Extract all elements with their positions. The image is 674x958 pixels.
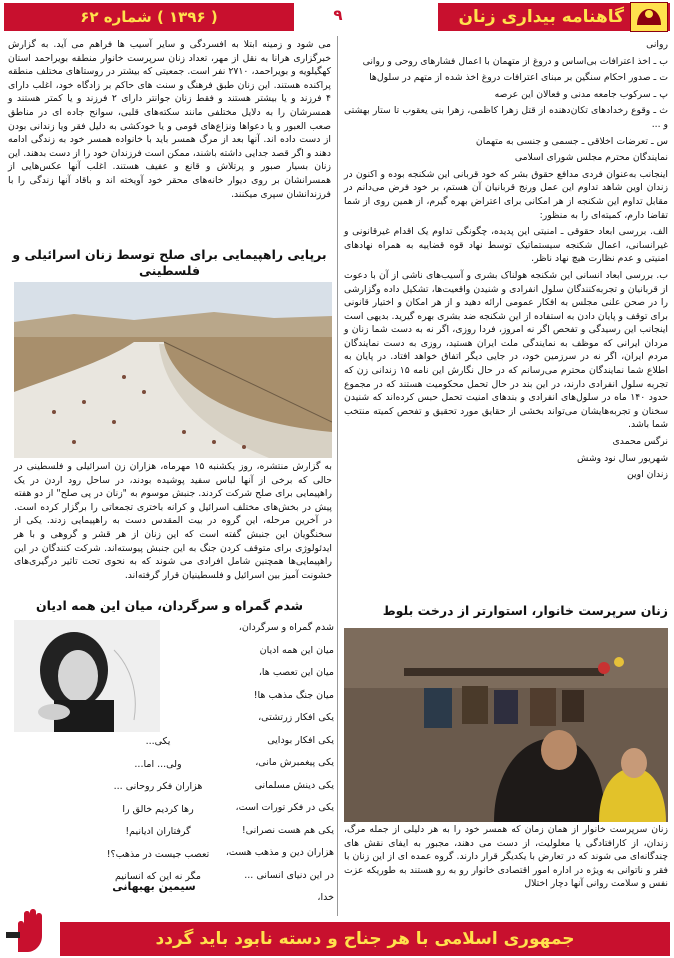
letter-column xyxy=(344,38,668,485)
poem-line: میان این همه ادیان xyxy=(259,644,334,656)
march-article-text: به گزارش منتشره، روز یکشنبه ۱۵ مهرماه، هزاران زن اسرائیلی و فلسطینی در حالی که برخی از آنها لباس سفید پوشیده بودند، در ساحل رود اردن در یک راهپیمایی برای صلح شرکت کردند. جنبش موسوم به "زنان در پی صلح" از دو هفته پیش در بخش‌های مختلف اسرائیل و کرانه باختری تجمعاتی را برگزار کرده است. در آخرین مرحله، این گروه در بیت المقدس دست به راهپیمایی زدند. یکی از سخنگویان این جنبش گفته است که این زنان از هر قشر و گروهی و با هر ایدئولوژی برای متوقف کردن جنگ به این جنبش پیوسته‌اند. شرکت کنندگان در این راهپیمایی‌ها همچنین شامل افرادی می شوند که به نحوی تحت تاثیر درگیری‌های خشونت آمیز بین اسرائیل و فلسطینیان قرار گرفته‌اند. xyxy=(14,461,332,581)
letter-paragraph: روانی xyxy=(646,39,668,50)
letter-paragraph: س ـ تعرضات اخلاقی ـ جسمی و جنسی به متهمان xyxy=(475,135,668,147)
poem-line: تعصب جیست در مذهب؟! xyxy=(106,848,210,860)
poem-line: یکی پیغمبرش مانی، xyxy=(255,757,334,768)
poem-line: میان جنگ مذهب ها! xyxy=(253,689,334,701)
poem-line: یکی افکار بودایی xyxy=(267,734,334,746)
poem-line: شدم گمراه و سرگردان، xyxy=(238,622,334,633)
letter-place: زندان اوین xyxy=(626,469,668,481)
poem-headline: شدم گمراه و سرگردان، میان این همه ادیان xyxy=(35,598,304,613)
letter-paragraph: ث ـ وقوع رخدادهای تکان‌دهنده از قتل زهرا کاظمی، زهرا بنی یعقوب تا ستار بهشتی و ... xyxy=(344,105,668,130)
letter-paragraph: اینجانب به‌عنوان فردی مدافع حقوق بشر که خود قربانی این شکنجه بوده و اکنون در زندان اوین شاهد تداوم این عمل ورنج قربانیان آن هستم، بر خود فرض می‌دانم در مقابل تداوم این شکنجه از هر امکانی برای اعتراض بهره گیرم، از همین روی از شما تقاضا دارم، کمیته‌ای را به منظور: xyxy=(344,168,668,221)
footer-slogan-banner: جمهوری اسلامی با هر جناح و دسته نابود باید گردد xyxy=(60,922,670,956)
poem-line: یکی در فکر تورات است، xyxy=(235,802,334,813)
poem-line: در این دنیای انسانی ... xyxy=(244,869,334,881)
women-headline: زنان سرپرست خانوار، استوارتر از درخت بلوط xyxy=(382,603,668,618)
poem-lines-middle xyxy=(96,731,220,889)
poem-line: یکی دینش مسلمانی xyxy=(254,779,334,791)
stop-hand-icon xyxy=(4,902,56,954)
column-divider xyxy=(337,36,338,916)
letter-paragraph: پ ـ سرکوب جامعه مدنی و فعالان این عرصه xyxy=(494,88,668,100)
poem-line: خدا، xyxy=(317,892,334,903)
march-photo xyxy=(14,282,332,458)
poem-lines-right xyxy=(222,617,334,910)
poem-line: گرفتاران ادیانیم! xyxy=(125,826,191,837)
article-continuation: می شود و زمینه ابتلا به افسردگی و سایر آسیب ها فراهم می آید. به گزارش خبرگزاری هرانا به نقل از مهر، تعداد زنان سرپرست خانوار منطقه بویراحمد استان کهگیلویه و بویراحمد، ۲۷۱۰ نفر است. جمعیتی که بیشتر در روستاهای مختلف منطقه پراکنده هستند. این زنان طبق فرهنگ و سنت های حاکم بر زادگاه خود، اغلب دارای ۴ فرزند و یا بیشتر هستند و فقط زنان جوانتر دارای ۲ فرزند و یا کمتر هستند و همسرشان را به دلایل مختلفی مانند سکته‌های قلبی، سوانح جاده ای در مناطق صعب العبور و یا دعواها ونزاع‌های قومی و یا خودکشی به دلیل فقر ویا زندانی بودن از دست داده اند. آنها بعد از مرگ همسر باید با خانواده همسر خود به زندگی ادامه دهند و اگر قصد جدایی داشته باشند، ممکن است فرزندان خود را از دست بدهند. این زنان بسیار صبور و پرتلاش و قانع و عفیف هستند. اغلب آنها عکس‌هایی از همسرانشان بر روی دیوار خانه‌های محقر خود آویخته اند و باقاد آنها زندگی را با فرزندانشان سپری میکنند. xyxy=(8,39,331,200)
poem-author: سیمین بهبهانی xyxy=(112,880,196,893)
issue-number: ( ۱۳۹۶ ) شماره ۶۲ xyxy=(4,3,294,31)
women-photo xyxy=(344,628,668,822)
letter-paragraph: الف. بررسی ابعاد حقوقی ـ امنیتی این پدیده، چگونگی تداوم یک اقدام غیرقانونی و غیرانسانی، اعمال شکنجه سیستماتیک توسط نهاد قوه قضاییه به همراه نهادهای امنیتی و عدم نظارت هیچ نهاد ناظر. xyxy=(344,226,668,265)
letter-paragraph: ب. بررسی ابعاد انسانی این شکنجه هولناک بشری و آسیب‌های ناشی از آن با دعوت از قربانیان و تجربه‌کنندگان سلول انفرادی و شنیدن واقعیت‌ها، تشکیل داده وگزارشی را در صحن علنی مجلس به افکار عمومی ارائه دهید و از هر امکان و اختیار قانونی برای توقف و پایان دادن به استفاده از این شکنجه ضد بشری بهره گیرید. بدیهی است اینجانب این رسیدگی و تفحص اگر نه امروز، فردا روزی، اگر نه به دست شما زنان و مردان ایرانی که موظف به نمایندگی ملت ایران هستید، روزی به دست نمایندگان مردم ایران، اگر نه در سرزمین خود، در جایی دیگر اتفاق خواهد افتاد. در پایان به اطلاع شما نمایندگان محترم می‌رسانم که در حال نگارش این نامه ۱۵ زندانی زن که تجربه سلول انفرادی دارند، در این بند در حال تحمل محکومیت هستند که در مجموع حدود ۱۴۰ ماه در سلول‌های انفرادی و بندهای امنیت تحمل حبس کرده‌اند که شنیدن سخنان و تجربه‌هایشان می‌تواند بخشی از حقایق مورد تحقیق و تفحص کمیته منتخب شما باشد. xyxy=(344,269,668,431)
letter-date: شهریور سال نود وشش xyxy=(577,452,668,464)
poem-line: میان این تعصب ها، xyxy=(258,667,334,678)
poem-line: یکی هم هست نصرانی! xyxy=(241,824,334,836)
poem-line: یکی... xyxy=(145,736,171,747)
letter-paragraph: ب ـ اخذ اعترافات بی‌اساس و دروغ از متهمان با اعمال فشارهای روحی و روانی xyxy=(362,55,668,67)
page-header xyxy=(0,0,674,34)
newsletter-logo-icon xyxy=(630,2,668,32)
poem-line: ولی... اما... xyxy=(134,758,182,770)
poem-line: هزاران دین و مذهب هست، xyxy=(225,847,334,858)
poem-line: مگر نه این که انسانیم xyxy=(114,871,201,882)
newsletter-title: گاهنامه بیداری زنان xyxy=(438,3,670,31)
march-headline: برپایی راهپیمایی برای صلح توسط زنان اسرائیلی و فلسطینی xyxy=(12,247,327,278)
letter-signature: نرگس محمدی xyxy=(612,436,668,448)
women-article-text: زنان سرپرست خانوار از همان زمان که همسر خود را به هر دلیلی از جمله مرگ، زندان، از کارافتادگی یا معلولیت، از دست می دهند، مجبور به ایفای نقش های چندگانه‌ای می شوند که در تعارض با یکدیگر قرار دارند. گروه عمده ای از این زنان با فقر و ناتوانی به ویژه در اداره امور اقتصادی خانوار رو به رو هستند به طوریکه عزت نفس و سلامت روانی آنها دچار اختلال xyxy=(344,824,668,890)
poem-line: هزاران فکر روحانی ... xyxy=(113,781,203,792)
poem-line: یکی افکار زرتشتی، xyxy=(258,712,334,723)
page-number: ۹ xyxy=(333,6,343,24)
letter-paragraph: نمایندگان محترم مجلس شورای اسلامی xyxy=(514,152,668,164)
poem-line: رها کردیم خالق را xyxy=(122,803,194,815)
poet-portrait xyxy=(14,620,160,732)
letter-paragraph: ت ـ صدور احکام سنگین بر مبنای اعترافات دروغ اخذ شده از متهم در سلول‌ها xyxy=(369,72,668,84)
